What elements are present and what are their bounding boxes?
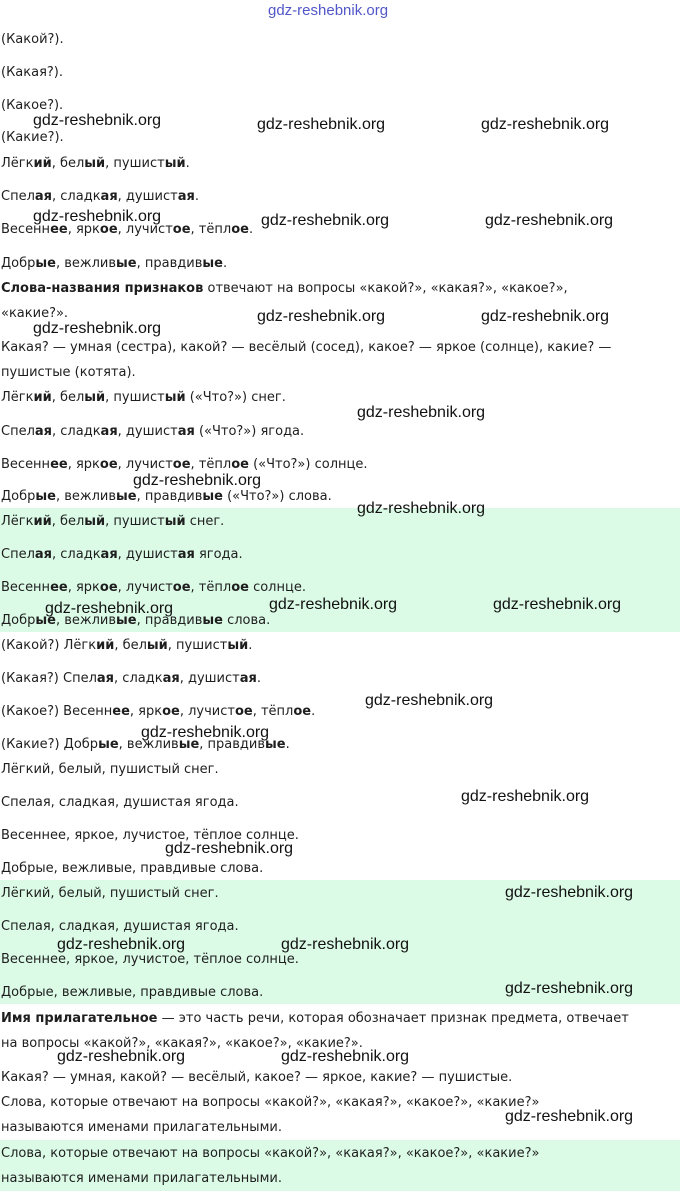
highlighted-ending: ые [35,489,56,504]
highlighted-ending: ая [177,424,195,439]
text-fragment: , бел [114,638,147,653]
highlighted-ending: ый [84,390,106,405]
text-line: Добрые, вежливые, правдивые слова. [1,985,264,1000]
text-fragment: , вежлив [55,256,117,271]
site-watermark: gdz-reshebnik.org [133,472,262,489]
text-fragment: (Какие?) Добр [1,737,99,752]
highlighted-ending: ое [231,457,249,472]
text-line: Слова, которые отвечают на вопросы «какой?», «какая?», «какое?», «какие?» [1,1095,540,1110]
site-watermark: gdz-reshebnik.org [481,116,610,133]
highlighted-ending: ое [293,704,312,719]
text-line [1,489,332,505]
text-fragment: ягода. [194,547,243,562]
text-line: называются именами прилагательными. [1,1120,282,1135]
text-line: Весеннее, яркое, лучистое, тёплое солнце. [1,952,299,967]
text-fragment: солнце. [248,580,306,595]
text-fragment: , лучист [179,704,235,719]
text-fragment: , правдив [136,613,203,628]
site-watermark: gdz-reshebnik.org [357,500,486,517]
text-fragment: , лучист [117,580,173,595]
text-fragment: («Что?») снег. [185,390,286,405]
site-watermark: gdz-reshebnik.org [505,1108,634,1125]
text-fragment: , сладк [52,547,101,562]
highlighted-ending: ое [234,704,253,719]
text-fragment: Лёгк [1,514,34,529]
text-line [1,1011,629,1027]
highlighted-ending: ое [99,580,118,595]
highlighted-ending: ые [202,256,223,271]
site-watermark: gdz-reshebnik.org [33,208,162,225]
text-fragment: Спел [1,189,35,204]
text-fragment: , душист [179,671,240,686]
text-fragment: Добр [1,256,36,271]
highlighted-ending: ое [162,704,180,719]
site-watermark: gdz-reshebnik.org [57,1048,186,1065]
highlighted-ending: ее [50,580,68,595]
text-fragment: , бел [51,514,85,529]
highlighted-ending: ая [177,547,195,562]
text-fragment: Весенн [1,457,51,472]
highlighted-ending: ая [34,424,53,439]
highlighted-ending: ое [99,457,118,472]
text-fragment: , пушист [167,638,228,653]
highlighted-ending: ая [162,671,180,686]
site-watermark: gdz-reshebnik.org [257,308,386,325]
text-line [1,457,367,473]
text-fragment: . [222,256,228,271]
text-fragment: Спел [1,547,35,562]
site-watermark: gdz-reshebnik.org [505,980,634,997]
text-line [1,189,199,205]
highlighted-ending: Имя прилагательное [1,1011,158,1026]
highlighted-ending: ая [34,547,53,562]
text-fragment: , ярк [67,457,100,472]
highlighted-ending: ый [164,156,186,171]
highlighted-ending: ые [35,256,56,271]
highlighted-ending: ое [172,222,191,237]
highlighted-ending: ее [50,222,68,237]
text-line: называются именами прилагательными. [1,1171,282,1186]
highlighted-ending: Слова-названия признаков [1,281,204,296]
text-fragment: , душист [117,189,178,204]
site-watermark: gdz-reshebnik.org [481,308,610,325]
site-watermark: gdz-reshebnik.org [461,788,590,805]
text-fragment: , пушист [105,156,165,171]
text-fragment: Добр [1,613,36,628]
highlighted-ending: ая [96,671,115,686]
text-fragment: Спел [1,424,35,439]
text-fragment: , тёпл [190,580,232,595]
text-line: на вопросы «какой?», «какая?», «какое?», «какие?». [1,1036,363,1051]
highlighted-ending: ее [50,457,68,472]
text-line: (Какое?). [1,98,64,113]
text-fragment: («Что?») солнце. [248,457,368,472]
text-line: Лёгкий, белый, пушистый снег. [1,886,219,901]
text-fragment: , вежлив [55,489,117,504]
highlighted-ending: ое [172,580,191,595]
site-watermark: gdz-reshebnik.org [493,596,622,613]
text-line: (Какая?). [1,65,64,80]
text-fragment: Лёгк [1,156,34,171]
text-fragment: . [285,737,290,752]
highlighted-ending: ий [33,156,52,171]
site-watermark: gdz-reshebnik.org [141,724,270,741]
text-line [1,281,568,297]
text-line: Какая? — умная (сестра), какой? — весёлый (сосед), какое? — яркое (солнце), какие? — [1,340,612,355]
text-fragment: Весенн [1,580,51,595]
site-watermark: gdz-reshebnik.org [269,596,398,613]
text-line: (Какие?). [1,130,64,145]
text-fragment: , правдив [136,489,203,504]
site-watermark: gdz-reshebnik.org [505,884,634,901]
highlighted-ending: ый [227,638,249,653]
text-fragment: . [311,704,316,719]
highlighted-ending: ые [116,489,137,504]
text-fragment: , лучист [117,222,173,237]
highlighted-ending: ые [116,256,137,271]
text-fragment: , пушист [105,514,165,529]
text-line [1,671,261,687]
highlighted-ending: ая [34,189,53,204]
highlighted-ending: ые [35,613,56,628]
text-fragment: . [248,638,253,653]
highlighted-ending: ый [84,156,106,171]
text-fragment: . [185,156,190,171]
site-watermark: gdz-reshebnik.org [33,320,162,337]
text-fragment: Весенн [1,222,51,237]
text-fragment: , бел [51,156,85,171]
site-watermark: gdz-reshebnik.org [365,692,494,709]
highlighted-ending: ая [100,547,118,562]
highlighted-ending: ые [178,737,200,752]
site-watermark: gdz-reshebnik.org [357,404,486,421]
text-line: Спелая, сладкая, душистая ягода. [1,919,239,934]
text-fragment: , пушист [105,390,165,405]
text-fragment: , вежлив [55,613,117,628]
site-watermark: gdz-reshebnik.org [57,936,186,953]
text-line: (Какой?). [1,32,64,47]
text-line: Спелая, сладкая, душистая ягода. [1,795,239,810]
highlighted-ending: ая [177,189,195,204]
highlighted-ending: ий [33,390,52,405]
text-fragment: (Какая?) Спел [1,671,97,686]
text-fragment: , тёпл [190,222,232,237]
text-fragment: , ярк [67,580,100,595]
text-line [1,156,190,172]
text-fragment: . [248,222,254,237]
highlighted-ending: ые [98,737,119,752]
text-fragment: , душист [117,547,178,562]
highlighted-ending: ые [116,613,137,628]
text-fragment: — это часть речи, которая обозначает признак предмета, отвечает [157,1011,629,1026]
text-fragment: , сладк [52,424,101,439]
highlighted-ending: ее [112,704,130,719]
text-line [1,514,224,530]
text-fragment: снег. [185,514,225,529]
site-watermark: gdz-reshebnik.org [261,212,390,229]
highlighted-ending: ый [164,390,186,405]
text-fragment: , душист [117,424,178,439]
text-fragment: , бел [51,390,85,405]
text-fragment: («Что?») ягода. [194,424,305,439]
highlighted-ending: ая [239,671,257,686]
text-line: Добрые, вежливые, правдивые слова. [1,861,264,876]
highlighted-ending: ая [100,424,118,439]
text-line [1,638,252,654]
text-fragment: . [194,189,199,204]
text-fragment: . [256,671,261,686]
text-fragment: , ярк [129,704,163,719]
text-line: Лёгкий, белый, пушистый снег. [1,762,219,777]
site-watermark-header: gdz-reshebnik.org [268,2,389,19]
highlighted-ending: ые [202,613,223,628]
text-line [1,547,243,563]
text-fragment: отвечают на вопросы «какой?», «какая?», «какое?», [203,281,568,296]
text-line: Какая? — умная, какой? — весёлый, какое? — яркое, какие? — пушистые. [1,1070,513,1085]
highlighted-ending: ое [231,222,249,237]
site-watermark: gdz-reshebnik.org [257,116,386,133]
highlighted-ending: ое [99,222,118,237]
site-watermark: gdz-reshebnik.org [281,936,410,953]
text-line [1,424,304,440]
text-fragment: («Что?») слова. [222,489,332,504]
text-line: пушистые (котята). [1,365,136,380]
text-line: Слова, которые отвечают на вопросы «какой?», «какая?», «какое?», «какие?» [1,1146,540,1161]
text-fragment: , тёпл [252,704,294,719]
highlighted-ending: ий [33,514,52,529]
text-fragment: Лёгк [1,390,34,405]
text-fragment: , тёпл [190,457,232,472]
text-line: Весеннее, яркое, лучистое, тёплое солнце. [1,828,299,843]
text-line [1,580,306,596]
text-fragment: , правдив [199,737,266,752]
text-fragment: Добр [1,489,36,504]
site-watermark: gdz-reshebnik.org [485,212,614,229]
text-fragment: , вежлив [118,737,179,752]
text-fragment: , сладк [114,671,163,686]
highlighted-ending: ые [202,489,223,504]
text-fragment: (Какое?) Весенн [1,704,113,719]
text-fragment: , лучист [117,457,173,472]
highlighted-ending: ые [265,737,286,752]
text-line [1,390,286,406]
site-watermark: gdz-reshebnik.org [45,600,174,617]
highlighted-ending: ое [231,580,249,595]
highlighted-ending: ое [172,457,191,472]
text-fragment: , правдив [136,256,203,271]
site-watermark: gdz-reshebnik.org [281,1048,410,1065]
text-line [1,704,315,720]
highlighted-ending: ая [100,189,118,204]
text-line [1,256,227,272]
site-watermark: gdz-reshebnik.org [33,112,162,129]
highlighted-ending: ый [146,638,168,653]
text-fragment: , сладк [52,189,101,204]
highlighted-ending: ый [164,514,186,529]
text-fragment: , ярк [67,222,100,237]
site-watermark: gdz-reshebnik.org [165,840,294,857]
text-fragment: (Какой?) Лёгк [1,638,97,653]
text-line: «какие?». [1,306,69,321]
text-fragment: слова. [222,613,271,628]
highlighted-ending: ий [96,638,115,653]
highlighted-ending: ый [84,514,106,529]
